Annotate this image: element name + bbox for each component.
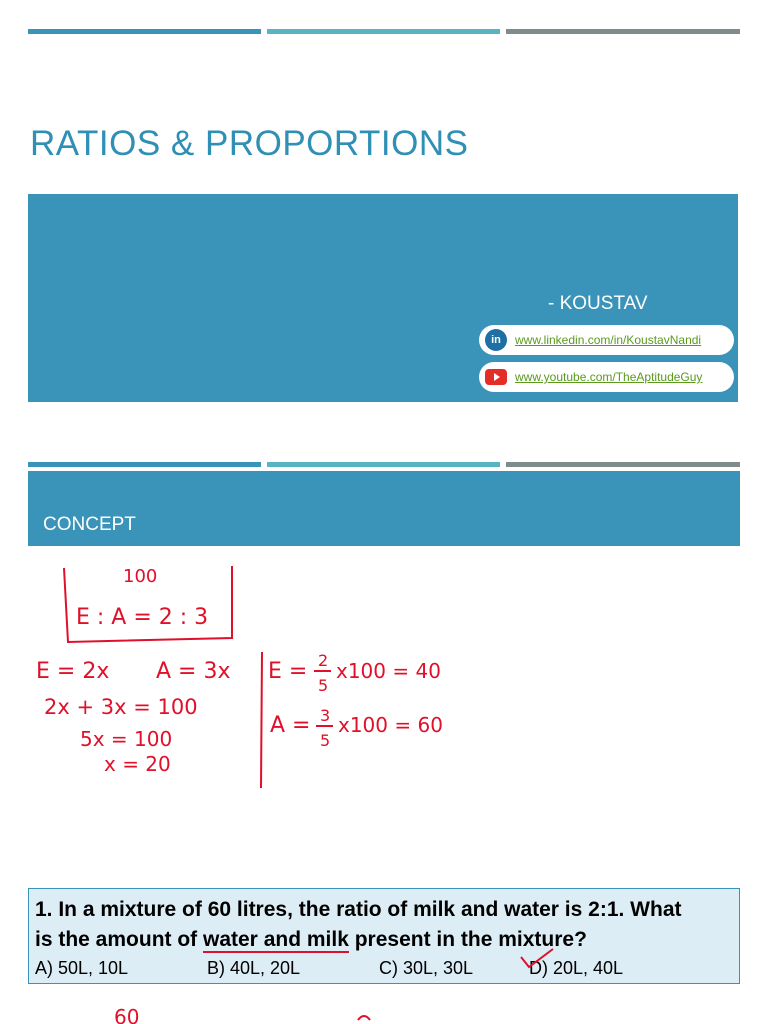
hw-step4: x = 20 <box>104 752 171 776</box>
option-c[interactable]: C) 30L, 30L <box>379 958 474 978</box>
hw-a-result-rhs: x100 = 60 <box>338 713 443 737</box>
answer-options <box>35 955 733 981</box>
author-name: - KOUSTAV <box>548 293 648 314</box>
hw-bottom-fragment: 60 <box>114 1005 140 1024</box>
hw-step3: 5x = 100 <box>80 727 173 751</box>
hw-e-result-rhs: x100 = 40 <box>336 659 441 683</box>
option-a[interactable]: A) 50L, 10L <box>35 958 129 978</box>
top-bar-3 <box>506 29 740 34</box>
hw-a-eq: A = 3x <box>156 659 231 684</box>
linkedin-icon: in <box>485 329 507 351</box>
linkedin-link-pill[interactable] <box>479 325 734 355</box>
question-line-1: 1. In a mixture of 60 litres, the ratio of milk and water is 2:1. What <box>35 898 682 921</box>
section-bar-3 <box>506 462 740 467</box>
section-bar-1 <box>28 462 261 467</box>
option-d-label: D) 20L, 40L <box>529 958 624 978</box>
hw-e-result-lhs: E = <box>268 659 308 684</box>
concept-label: CONCEPT <box>43 514 136 535</box>
hw-e-num: 2 <box>318 651 329 670</box>
checkmark-icon <box>519 947 555 971</box>
hw-e-eq: E = 2x <box>36 659 110 684</box>
hw-a-result-lhs: A = <box>270 713 311 738</box>
hw-step2: 2x + 3x = 100 <box>44 695 198 719</box>
youtube-link-pill[interactable] <box>479 362 734 392</box>
youtube-icon <box>485 366 507 388</box>
option-b[interactable]: B) 40L, 20L <box>207 958 301 978</box>
hw-total: 100 <box>123 566 158 587</box>
linkedin-link[interactable]: www.linkedin.com/in/KoustavNandi <box>515 333 702 347</box>
slide-title: RATIOS & PROPORTIONS <box>30 124 469 163</box>
concept-header <box>28 471 740 546</box>
question-line-2-pre: is the amount of <box>35 928 203 951</box>
top-bar-1 <box>28 29 261 34</box>
hw-e-den: 5 <box>318 676 329 695</box>
hw-ratio: E : A = 2 : 3 <box>76 605 209 630</box>
section-bar-2 <box>267 462 500 467</box>
youtube-link[interactable]: www.youtube.com/TheAptitudeGuy <box>515 370 703 384</box>
question-box <box>28 888 740 984</box>
option-d[interactable] <box>529 955 623 981</box>
hw-a-num: 3 <box>320 706 331 725</box>
top-bar-2 <box>267 29 500 34</box>
question-line-2-post: present in the mixture? <box>348 928 587 951</box>
question-underlined-phrase: water and milk <box>203 928 349 951</box>
hw-a-den: 5 <box>320 731 331 750</box>
question-line-2 <box>35 925 733 955</box>
